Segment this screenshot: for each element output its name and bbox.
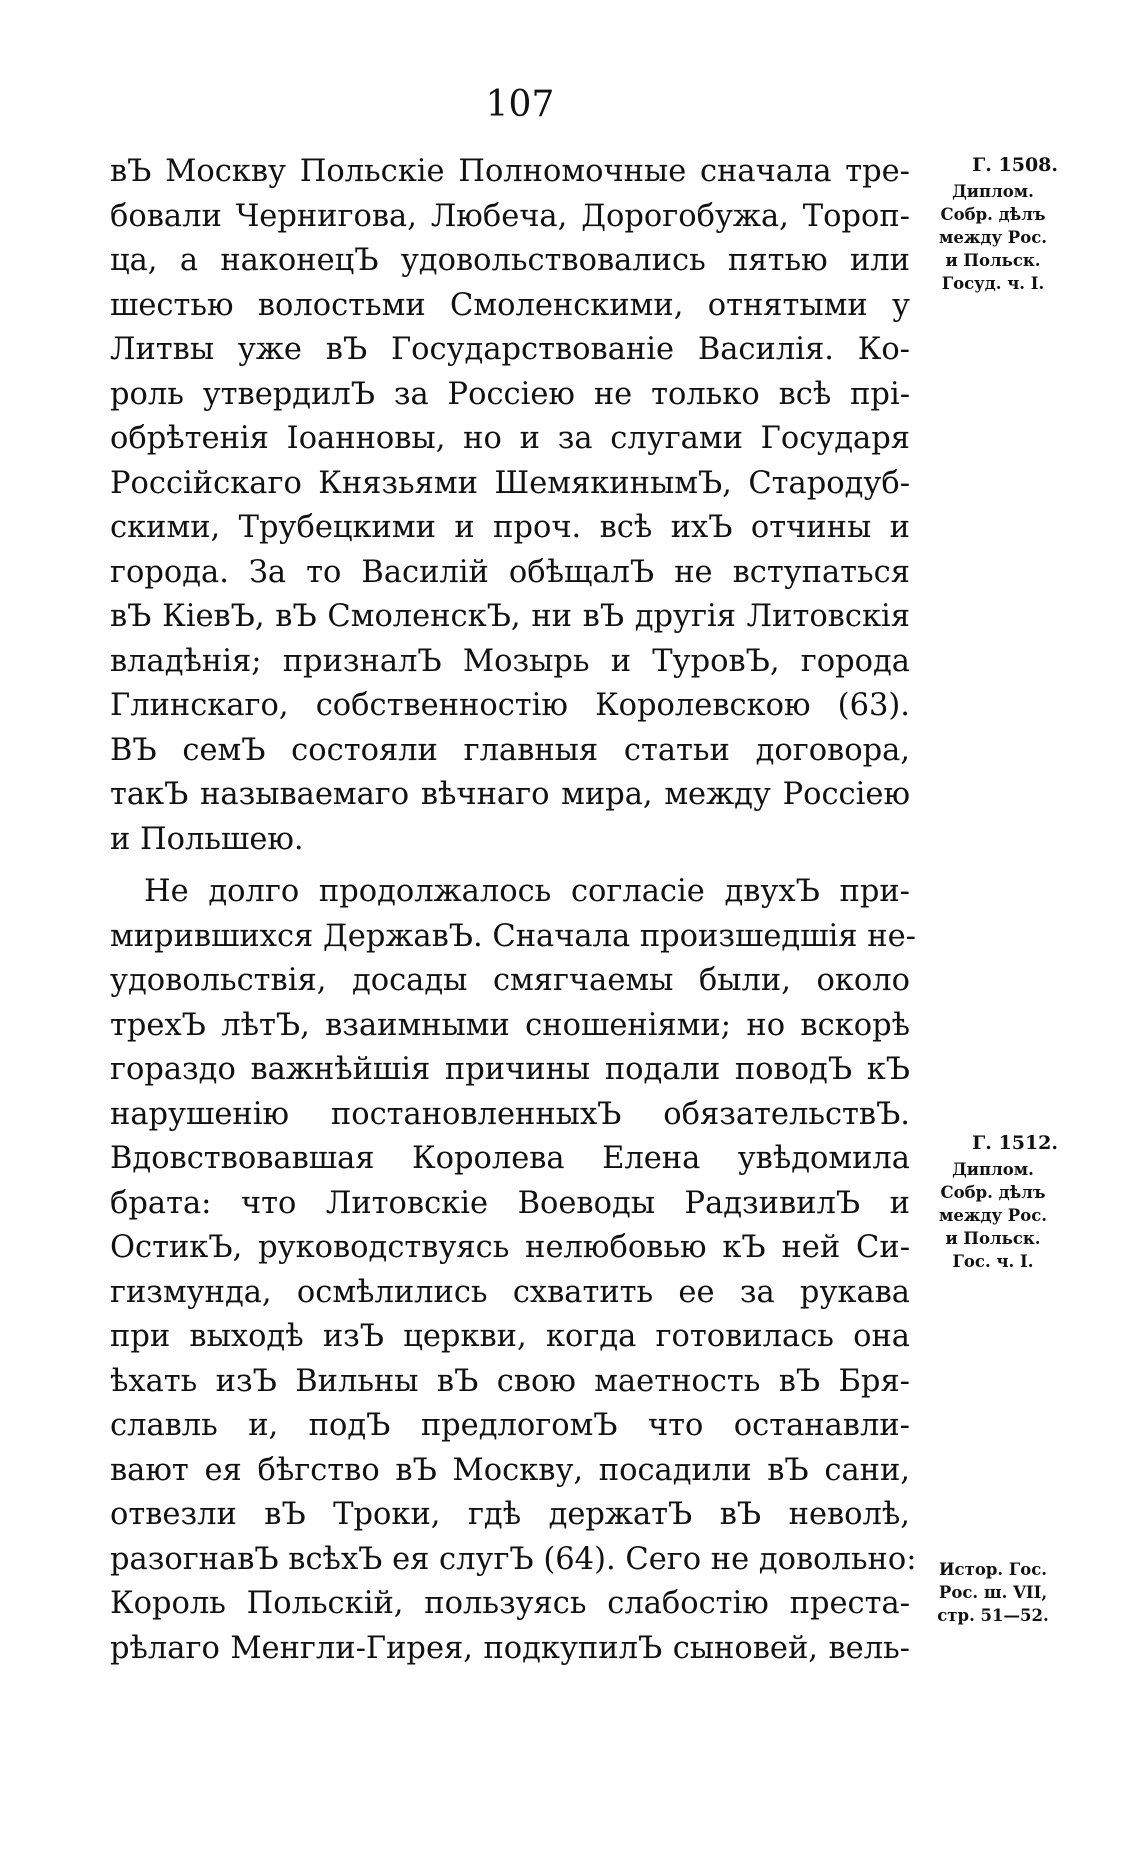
text-line: мирившихся ДержавЪ. Сначала произшедшія не- (110, 918, 916, 954)
body-text (110, 150, 917, 1671)
text-line: скими, Трубецкими и проч. всѣ ихЪ отчины и (110, 510, 910, 545)
text-line: удовольствія, досады смягчаемы были, около (110, 963, 910, 998)
text-line: роль утвердилЪ за Россіею не только всѣ прі- (110, 376, 910, 412)
text-line: брата: что Литовскіе Воеводы РадзивилЪ и (110, 1185, 910, 1221)
text-line: рѣлаго Менгли-Гирея, подкупилЪ сыновей, вель- (110, 1630, 910, 1666)
text-line: Россійскаго Князьями ШемякинымЪ, Стародуб- (110, 465, 910, 501)
text-line: при выходѣ изЪ церкви, когда готовилась она (110, 1319, 910, 1354)
margin-note-line: между Рос. (939, 228, 1047, 247)
paragraph-end-line: и Польшею. (110, 821, 304, 857)
margin-note-line: Собр. дѣлъ (940, 1183, 1046, 1202)
margin-note-line: между Рос. (939, 1206, 1047, 1225)
text-line: трехЪ лѣтЪ, взаимными сношеніями; но вскорѣ (110, 1007, 910, 1043)
margin-note-line: Рос. ш. VII, (938, 1583, 1048, 1602)
page-number: 107 (485, 84, 555, 125)
margin-note-history (918, 1558, 1068, 1627)
margin-note-line: и Польск. (945, 251, 1041, 270)
margin-note-1512 (918, 1128, 1068, 1273)
margin-note-year: Г. 1508. (972, 154, 1058, 176)
margin-note-line: стр. 51—52. (937, 1606, 1049, 1625)
text-line: Литвы уже вЪ Государствованіе Василія. Ко- (110, 332, 910, 367)
margin-note-line: Диплом. (952, 1160, 1034, 1179)
text-line: гизмунда, осмѣлились схватить ее за рукава (110, 1274, 910, 1310)
margin-note-year: Г. 1512. (972, 1132, 1058, 1154)
text-line: обрѣтенія Іоанновы, но и за слугами Государя (110, 421, 910, 456)
margin-note-line: Диплом. (952, 182, 1034, 201)
text-line: ца, а наконецЪ удовольствовались пятью или (110, 243, 910, 278)
text-line: ОстикЪ, руководствуясь нелюбовью кЪ ней Си- (110, 1230, 910, 1265)
text-line: разогнавЪ всѣхЪ ея слугЪ (64). Сего не довольно: (110, 1541, 917, 1577)
text-line: славль и, подЪ предлогомЪ что останавли- (110, 1408, 910, 1443)
margin-note-line: Гос. ч. I. (952, 1252, 1034, 1271)
text-line: отвезли вЪ Троки, гдѣ держатЪ вЪ неволѣ, (110, 1497, 910, 1532)
text-line: города. За то Василій обѣщалЪ не вступаться (110, 554, 910, 590)
margin-note-line: Собр. дѣлъ (940, 205, 1046, 224)
text-line: бовали Чернигова, Любеча, Дорогобужа, Тороп- (110, 198, 910, 234)
text-line: нарушенію постановленныхЪ обязательствЪ. (110, 1096, 910, 1132)
text-line: шестью волостьми Смоленскими, отнятыми у (110, 287, 910, 323)
margin-note-line: Истор. Гос. (938, 1560, 1048, 1579)
text-line: вают ея бѣгство вЪ Москву, посадили вЪ сани, (110, 1452, 910, 1488)
text-line: Глинскаго, собственностію Королевскою (63). (110, 688, 910, 723)
text-line: Король Польскій, пользуясь слабостію преста- (110, 1586, 910, 1621)
text-line: ѣхать изЪ Вильны вЪ свою маетность вЪ Бря- (110, 1363, 910, 1399)
margin-note-1508 (918, 150, 1068, 295)
text-line: гораздо важнѣйшія причины подали поводЪ кЪ (110, 1052, 910, 1087)
text-line: ВЪ семЪ состояли главныя статьи договора, (110, 732, 910, 768)
paragraph-start-line: Не долго продолжалось согласіе двухЪ при- (144, 874, 910, 909)
text-line: владѣнія; призналЪ Мозырь и ТуровЪ, города (110, 643, 910, 679)
text-line: вЪ КіевЪ, вЪ СмоленскЪ, ни вЪ другія Литовскія (110, 599, 910, 634)
text-line: вЪ Москву Польскіе Полномочные сначала тре- (110, 154, 910, 189)
margin-note-line: Госуд. ч. I. (941, 274, 1045, 293)
margin-note-line: и Польск. (945, 1229, 1041, 1248)
text-line: Вдовствовавшая Королева Елена увѣдомила (110, 1141, 910, 1176)
text-line: такЪ называемаго вѣчнаго мира, между Россіею (110, 777, 910, 812)
